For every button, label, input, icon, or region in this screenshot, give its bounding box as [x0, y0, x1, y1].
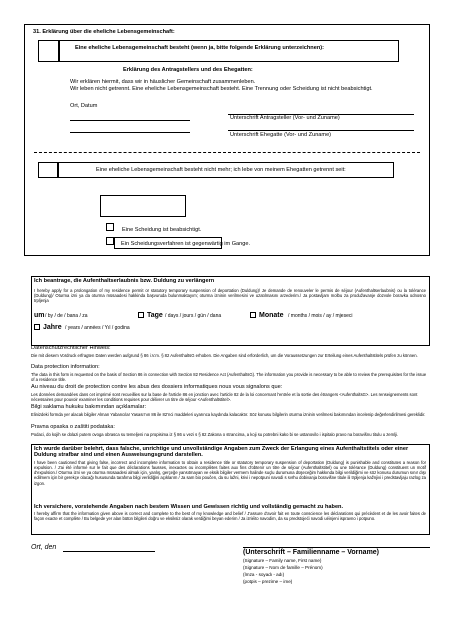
option-1-sublabel: Erklärung des Antragstellers und des Ehegatten:	[123, 67, 253, 73]
privacy-text-tr: Elinizdeki formda yer alacak bilgiler Alman Yabancılar Yasası'nın 86 ile 82'nci maddeleri uyarınca kaydında kalacaktır. Söz konusu bilgilerin oturma izninin verilmesi bakımından incelenip değerlendirilmesi gereklidir.	[31, 412, 426, 417]
place-date-label: Ort, Datum	[70, 103, 98, 109]
spouse-signature-label: Unterschrift Ehegatte (Vor- und Zuname)	[230, 132, 332, 138]
final-signature-line[interactable]	[243, 547, 430, 548]
separation-date-field[interactable]	[100, 195, 186, 217]
years-row	[34, 323, 234, 333]
privacy-text-fr: Les données demandées dans cet imprimé sont recueillies sur la base de l'article 86 en jonction avec l'article 82 de la loi concernant l'entrée et la sortie des étrangers <AufenthaltsG>. Les renseignements sont nécessaires pour pouvoir examiner les conditions requises pour délivrer un titre de séjour <Aufenthaltstitel>.	[31, 392, 418, 403]
privacy-text-de: Die mit diesem Vordruck erfragten Daten werden aufgrund § 86 i.V.m. § 82 AufenthaltsG erhoben. Die Angaben sind erforderlich, um die Voraussetzungen zur Erteilung eines Aufenthaltstitels prüfen zu können.	[31, 353, 418, 358]
years-translation: / years / années / Yıl / godina	[65, 325, 130, 331]
privacy-heading-fr: Au niveau du droit de protection contre les abus des dossiers informatiques nous vous signalons que:	[31, 384, 283, 390]
final-signature-title: (Unterschrift – Familienname – Vorname)	[243, 549, 380, 556]
divorce-intended-checkbox[interactable]	[106, 223, 114, 231]
warning-heading-2: Ich versichere, vorstehende Angaben nach bestem Wissen und Gewissen richtig und vollständig gemacht zu haben.	[34, 504, 344, 510]
option-2-label: Eine eheliche Lebensgemeinschaft besteht nicht mehr; ich lebe von meinem Ehegatten getrennt seit:	[96, 167, 346, 173]
duration-um-translation: / by / de / bana / za	[45, 313, 88, 319]
duration-row	[34, 311, 430, 321]
option-2-checkbox[interactable]	[38, 162, 58, 178]
final-signature-fr: (Signature – Nom de famille – Prénom)	[243, 565, 323, 570]
privacy-heading-en: Data protection information:	[31, 364, 100, 370]
privacy-text-en: The data in this form is requested on the basis of Section 86 in connection with Section 82 Residence Act (AufenthaltsG). The information you provide is necessary to be able to review the prerequisites for the issue of a residence title.	[31, 372, 427, 383]
days-label: Tage	[147, 312, 163, 319]
request-title: Ich beantrage, die Aufenthaltserlaubnis bzw. Duldung zu verlängern	[34, 278, 215, 284]
place-date-footer-label: Ort, den	[31, 544, 57, 551]
privacy-heading-tr: Bilgi saklama hukuku bakımından açıklamalar:	[31, 404, 147, 410]
warning-text-2: I hereby affirm that the information given above is correct and complete to the best of my knowledge and belief / J'assure d'avoir fait en toute conscience les déclarations qui précèdent et de les avoir faites de façon exacte et complète / Bu belgede yer alan bütün bilgileri doğru ve eksiksiz olarak verdiğimi beyan ederim / Ja izriéito navodim, da su predstojeći navodi uéinjeni ispravno i potpuno.	[34, 511, 426, 522]
place-date-line[interactable]	[70, 120, 190, 121]
applicant-signature-label: Unterschrift Antragsteller (Vor- und Zuname)	[230, 115, 340, 121]
place-date-footer-line[interactable]	[63, 551, 155, 552]
months-label: Monate	[259, 312, 284, 319]
spouse-signature-line-left[interactable]	[70, 132, 190, 133]
privacy-heading-de: Datenschutzrechtlicher Hinweis:	[31, 345, 111, 351]
divorce-proceedings-label: Ein Scheidungsverfahren ist gegenwärtig im Gange.	[121, 241, 251, 247]
privacy-text-hr: Podaci, do kojih se dolazi putem ovoga obrasca su temeljeni na propisima iz § 86 u vezi s § 82 Zakona o strancima, a koji su potrebni kako bi se ustanovilo i ispitalo pravo na boravišnu titulu u zemlji.	[31, 432, 399, 437]
request-text: I hereby apply for a prolongation of my residence permit or statutory temporary suspension of deportation (Duldung)/ Je demande de renouveler le permis de séjour (Aufenthaltserlaubnis) ou la tolérance (Duldung)/ Oturma izni ya da oturma müsaadesi hakkinda başvuruda bulunmaktayım; oturma izninin verilmesini ve uzatılmasını arzederim./ Ja postavljam molbu za produžavanje dozvole boravka odnosno trpljenja	[34, 288, 426, 304]
option-1-label: Eine eheliche Lebensgemeinschaft besteht (wenn ja, bitte folgende Erklärung unterzeichnen):	[75, 45, 324, 51]
final-signature-tr: (İmza - soyadı - adı)	[243, 572, 285, 577]
divorce-proceedings-checkbox[interactable]	[106, 237, 114, 245]
days-checkbox[interactable]	[138, 312, 144, 318]
spouse-signature-line[interactable]	[228, 130, 414, 131]
final-signature-en: (Signature – Family name, First name)	[243, 558, 322, 563]
declaration-line-2: Wir leben nicht getrennt. Eine eheliche Lebensgemeinschaft besteht. Eine Trennung oder Scheidung ist nicht beabsichtigt.	[70, 86, 373, 92]
declaration-line-1: Wir erklären hiermit, dass wir in häuslicher Gemeinschaft zusammenleben.	[70, 79, 256, 85]
duration-um-label: um	[34, 312, 45, 319]
years-checkbox[interactable]	[34, 324, 40, 330]
section-31-title: 31. Erklärung über die eheliche Lebensgemeinschaft:	[33, 29, 175, 35]
section-divider	[34, 152, 420, 153]
option-1-checkbox[interactable]	[38, 40, 59, 62]
privacy-heading-hr: Pravna opaska o zaštiti podataka:	[31, 424, 115, 430]
warning-text-1: I have been cautioned that giving false, incorrect and incomplete information to obtain a residence title or statutory temporary suspension of deportation (Duldung) is punishable and constitutes a reason for expulsion. / J'ai été informé sur le fait que des déclarations fausses, inexactes ou incomplètes faites aux fins d'obtenir un titre de séjour (Aufenthaltstitel) ou une tolérance (Duldung) constituent un motif d'expulsion./ Oturma izni ve ya oturma müsaadesi almak için, yanlış, gerçeğe yansıtmayan ve eksik bilgiler vermem halinde suçlu durumuna düşeceğim hakkında bilgi verildiğimi ve söz konusu durumun sınır dışı edilmem için bir gerekçe olacağı hususunda tarafıma bilgi verildiğini açıklarım / Ja sam bio poučen, da su lažni, krivi i nepotpuni navodi s svrhu dobivanja boravišne titule ili trpljenja kažnjivi i predstavljaju razlog za izgon.	[34, 460, 426, 486]
final-signature-hr: (potpis – prezime – ime)	[243, 579, 293, 584]
months-checkbox[interactable]	[250, 312, 256, 318]
days-translation: / days / jours / gün / dana	[165, 313, 222, 319]
divorce-intended-label: Eine Scheidung ist beabsichtigt.	[122, 227, 202, 233]
warning-heading-1: Ich wurde darüber belehrt, dass falsche, unrichtige und unvollständige Angaben zum Zweck der Erlangung eines Aufenthaltstitels oder einer Duldung strafbar sind und einen Ausweisungsgrund darstellen.	[34, 446, 409, 459]
months-translation: / months / mois / ay / mjeseci	[288, 313, 353, 319]
years-label: Jahre	[43, 324, 62, 331]
